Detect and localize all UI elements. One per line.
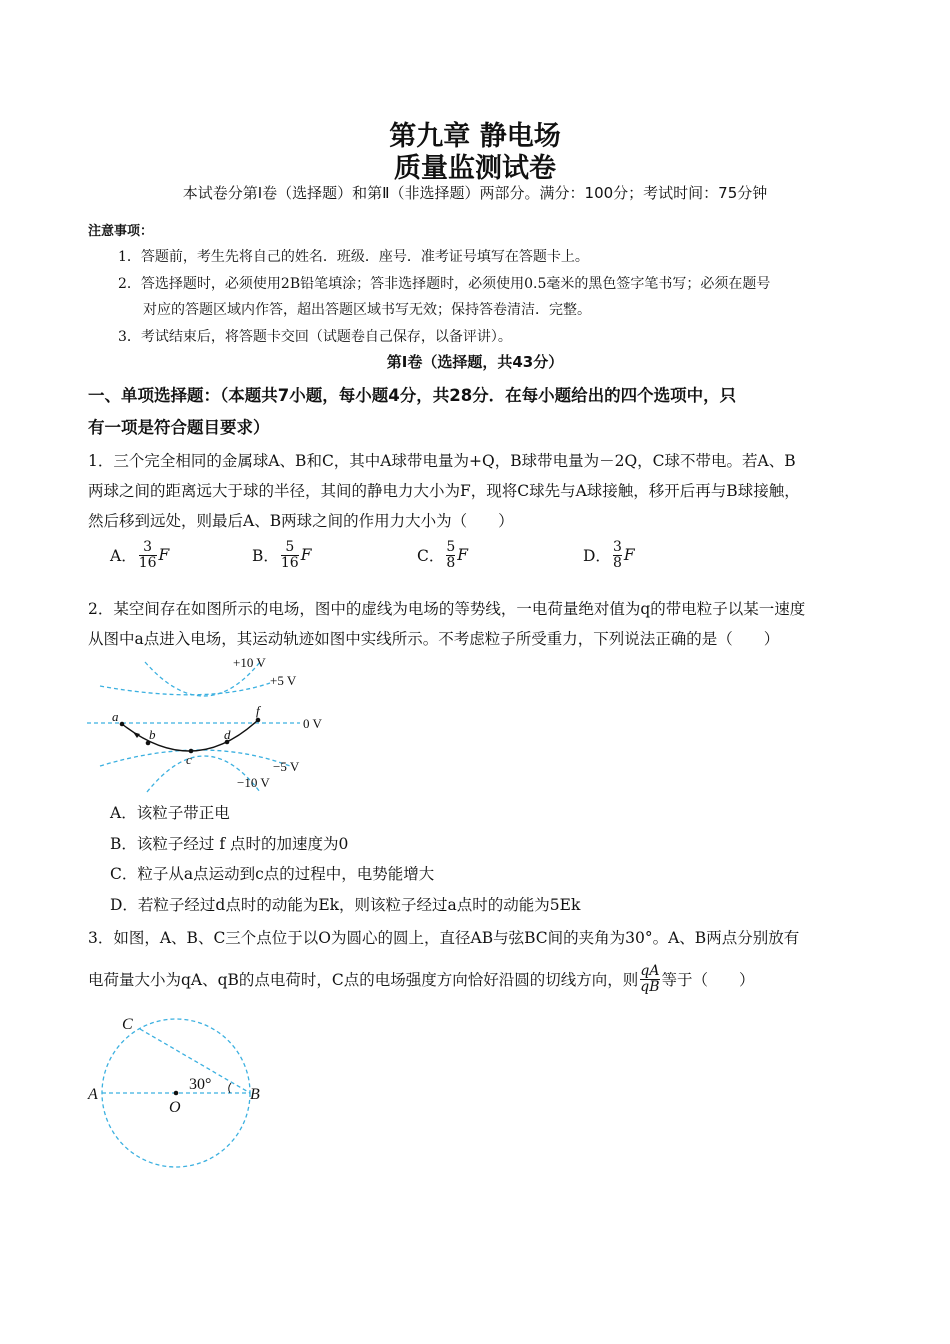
label-o: O [169,1099,181,1116]
q2-option-b[interactable]: B．该粒子经过 f 点时的加速度为0 [110,835,349,853]
exam-info: 本试卷分第Ⅰ卷（选择题）和第Ⅱ（非选择题）两部分。满分：100分；考试时间：75分钟 [182,184,768,202]
circle-figure [85,1010,275,1170]
option-unit: F [623,546,635,565]
part-heading-line2: 有一项是符合题目要求） [88,418,270,437]
center-point [174,1091,179,1096]
part-heading-line1: 一、单项选择题：（本题共7小题，每小题4分，共28分．在每小题给出的四个选项中，只 [88,386,737,405]
option-unit: F [300,546,312,565]
q1-option-c[interactable] [417,540,468,570]
note-item-2: 2．答选择题时，必须使用2B铅笔填涂；答非选择题时，必须使用0.5毫米的黑色签字笔书写；必须在题号 [118,276,771,292]
label-angle: 30° [189,1076,212,1093]
notes-heading: 注意事项： [88,224,154,239]
q1-option-d[interactable] [583,540,635,570]
option-label: C． [417,547,445,566]
q3-stem-text: 电荷量大小为qA、qB的点电荷时，C点的电场强度方向恰好沿圆的切线方向，则 [88,971,639,990]
q2-option-d[interactable]: D．若粒子经过d点时的动能为Ek，则该粒子经过a点时的动能为5Ek [110,896,581,914]
title-line2: 质量监测试卷 [394,153,556,184]
label-f: f [256,703,260,718]
q1-stem-line2: 两球之间的距离远大于球的半径，其间的静电力大小为F，现将C球先与A球接触，移开后再与B球接触， [88,482,800,500]
point-f [256,718,261,723]
equipotential-minus5 [100,750,290,766]
label-a: a [112,709,119,724]
q3-stem-end: 等于（ ） [661,971,755,990]
arrow-icon [133,732,140,738]
option-label: B． [252,547,279,566]
label-b: B [250,1086,260,1103]
fraction: $\frac{5}{16}$ [280,539,299,571]
label-minus10: −10 V [237,775,270,790]
label-d: d [224,727,231,742]
particle-trajectory [122,720,258,751]
q1-stem-line1: 1．三个完全相同的金属球A、B和C，其中A球带电量为+Q，B球带电量为－2Q，C球不带电。若A、B [88,452,796,470]
q2-stem-line1: 2．某空间存在如图所示的电场，图中的虚线为电场的等势线，一电荷量绝对值为q的带电粒子以某一速度 [88,600,806,618]
option-label: D． [583,547,611,566]
note-item-2-cont: 对应的答题区域内作答，超出答题区域书写无效；保持答卷清洁．完整。 [143,302,591,318]
q2-stem-line2: 从图中a点进入电场，其运动轨迹如图中实线所示。不考虑粒子所受重力，下列说法正确的是（ ） [88,630,780,648]
label-c: C [122,1016,133,1033]
fraction: $\frac{3}{16}$ [138,539,157,571]
note-item-1: 1．答题前，考生先将自己的姓名．班级．座号．准考证号填写在答题卡上。 [118,249,589,265]
q3-stem-line2 [88,964,755,994]
q2-option-a[interactable]: A．该粒子带正电 [110,804,230,822]
label-minus5: −5 V [273,759,300,774]
note-item-3: 3．考试结束后，将答题卡交回（试题卷自己保存，以备评讲）。 [118,329,512,345]
label-a: A [88,1086,98,1103]
label-zero: 0 V [303,716,322,731]
q3-stem-line1: 3．如图，A、B、C三个点位于以O为圆心的圆上，直径AB与弦BC间的夹角为30°。A、B两点分别放有 [88,929,800,947]
point-a [120,722,125,727]
option-unit: F [457,546,469,565]
label-plus5: +5 V [270,673,297,688]
option-label: A． [110,547,137,566]
volume-heading: 第Ⅰ卷（选择题，共43分） [386,353,564,371]
q1-option-a[interactable] [110,540,169,570]
q1-stem-line3: 然后移到远处，则最后A、B两球之间的作用力大小为（ ） [88,512,514,530]
label-c: c [186,752,192,767]
option-unit: F [158,546,170,565]
label-plus10: +10 V [233,655,266,670]
title-line1: 第九章 静电场 [389,121,561,152]
q1-option-b[interactable] [252,540,311,570]
q2-option-c[interactable]: C．粒子从a点运动到c点的过程中，电势能增大 [110,865,435,883]
fraction: $\frac{5}{8}$ [446,539,456,571]
charge-ratio-fraction: $\frac{qA}{qB}$ [640,963,660,995]
label-b: b [149,727,156,742]
equipotential-figure [85,650,345,795]
angle-arc [229,1083,231,1093]
fraction: $\frac{3}{8}$ [612,539,622,571]
